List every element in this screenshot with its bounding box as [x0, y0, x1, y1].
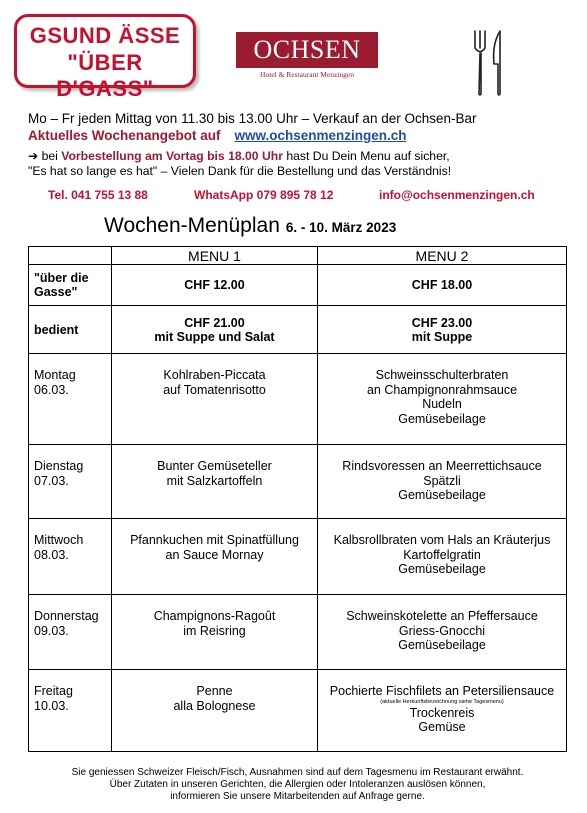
arrow-right-icon: ➔	[28, 149, 42, 163]
whatsapp-number[interactable]: WhatsApp 079 895 78 12	[194, 188, 334, 202]
header-menu-2: MENU 2	[318, 247, 567, 265]
weekly-offer-line	[28, 128, 407, 143]
dish-line: Gemüsebeilage	[398, 488, 486, 502]
day-date: 07.03.	[34, 473, 69, 488]
dish-line: auf Tomatenrisotto	[163, 382, 266, 397]
day-row-friday	[29, 670, 567, 752]
day-date: 08.03.	[34, 547, 69, 562]
dish-line: Pfannkuchen mit Spinatfüllung	[130, 533, 299, 547]
table-header-row	[29, 247, 567, 265]
menu-table	[28, 246, 567, 752]
dish-line: Spätzli	[423, 473, 461, 488]
dish-line: an Champignonrahmsauce	[366, 382, 518, 397]
menu-1-cell	[112, 595, 318, 670]
dish-line: Gemüsebeilage	[398, 411, 486, 426]
dish-line: Champignons-Ragoût	[153, 609, 276, 623]
price-menu-2	[318, 265, 567, 306]
menu-1-cell	[112, 445, 318, 519]
day-row-thursday	[29, 595, 567, 670]
day-date: 06.03.	[34, 382, 69, 397]
price-menu-2	[318, 306, 567, 354]
footer-line: Über Zutaten in unseren Gerichten, die Allergien oder Intoleranzen auslösen können,	[109, 779, 486, 790]
dish-line: Pochierte Fischfilets an Petersiliensauce	[329, 684, 555, 698]
menu-2-cell	[318, 519, 567, 595]
dish-line: Schweinskotelette an Pfeffersauce	[346, 609, 538, 623]
dish-line: Nudeln	[422, 397, 462, 411]
dish-line: im Reisring	[183, 623, 246, 638]
day-row-tuesday	[29, 445, 567, 519]
price-value: CHF 23.00	[411, 315, 473, 330]
fork-knife-icon	[466, 28, 510, 98]
gsund-aesse-badge	[14, 14, 196, 101]
menu-2-cell	[318, 354, 567, 445]
price-value: CHF 21.00	[184, 315, 245, 330]
price-menu-1	[112, 265, 318, 306]
dish-line: Kartoffelgratin	[403, 547, 481, 562]
dish-line: Gemüsebeilage	[398, 638, 486, 652]
dish-line: Gemüsebeilage	[398, 562, 486, 576]
day-name: Montag	[34, 368, 76, 382]
menu-1-cell	[112, 519, 318, 595]
dish-line: Penne	[196, 684, 233, 698]
menu-2-cell	[318, 670, 567, 752]
dish-line: Schweinsschulterbraten	[375, 368, 509, 382]
dish-line: mit Salzkartoffeln	[166, 473, 263, 488]
day-cell	[29, 670, 112, 752]
email-link[interactable]: info@ochsenmenzingen.ch	[379, 188, 535, 202]
badge-line-1: GSUND ÄSSE	[29, 23, 181, 48]
day-cell	[29, 445, 112, 519]
price-row-served	[29, 306, 567, 354]
footer-line: Sie geniessen Schweizer Fleisch/Fisch, Ausnahmen sind auf dem Tagesmenu im Restaurant erwähnt.	[71, 767, 524, 778]
day-name: Dienstag	[34, 459, 84, 473]
day-cell	[29, 595, 112, 670]
footer-line: informieren Sie unsere Mitarbeitenden auf Anfrage gerne.	[170, 791, 425, 802]
ochsen-logo	[236, 32, 378, 80]
day-name: Mittwoch	[34, 533, 84, 547]
day-name: Donnerstag	[34, 609, 99, 623]
price-label: bedient	[29, 306, 112, 354]
page-title	[104, 214, 396, 238]
price-value: CHF 18.00	[411, 278, 473, 292]
preorder-line	[28, 149, 450, 163]
logo-name: OCHSEN	[236, 32, 378, 68]
footer-notes	[28, 767, 567, 803]
day-row-monday	[29, 354, 567, 445]
menu-2-cell	[318, 445, 567, 519]
dish-line: Griess-Gnocchi	[398, 623, 486, 638]
dish-line: Trockenreis	[409, 705, 475, 720]
price-label: "über die Gasse"	[29, 265, 112, 306]
logo-subtitle: Hotel & Restaurant Menzingen	[260, 70, 354, 79]
preorder-deadline: Vorbestellung am Vortag bis 18.00 Uhr	[61, 149, 283, 163]
header-empty	[29, 247, 112, 265]
price-row-takeaway	[29, 265, 567, 306]
badge-line-2: "ÜBER D'GASS"	[56, 50, 154, 101]
price-value: CHF 12.00	[184, 278, 245, 292]
opening-hours: Mo – Fr jeden Mittag von 11.30 bis 13.00 Uhr – Verkauf an der Ochsen-Bar	[28, 111, 477, 126]
menu-2-cell	[318, 595, 567, 670]
dish-line: Kohlraben-Piccata	[163, 368, 266, 382]
day-cell	[29, 519, 112, 595]
title-dates: 6. - 10. März 2023	[285, 220, 397, 235]
day-date: 09.03.	[34, 623, 69, 638]
day-cell	[29, 354, 112, 445]
header-menu-1: MENU 1	[112, 247, 318, 265]
price-menu-1	[112, 306, 318, 354]
day-date: 10.03.	[34, 698, 69, 713]
phone-number[interactable]: Tel. 041 755 13 88	[48, 188, 148, 202]
price-extra: mit Suppe und Salat	[154, 329, 275, 344]
weekly-offer-text: Aktuelles Wochenangebot auf	[28, 128, 221, 143]
dish-line: an Sauce Mornay	[165, 547, 264, 562]
menu-1-cell	[112, 670, 318, 752]
day-row-wednesday	[29, 519, 567, 595]
dish-line: Gemüse	[418, 720, 466, 734]
dish-line: Kalbsrollbraten vom Hals an Kräuterjus	[333, 533, 551, 547]
dish-line: alla Bolognese	[173, 698, 256, 713]
website-link[interactable]: www.ochsenmenzingen.ch	[234, 128, 407, 143]
thanks-line: "Es hat so lange es hat" – Vielen Dank für die Bestellung und das Verständnis!	[28, 164, 452, 178]
day-name: Freitag	[34, 684, 73, 698]
price-extra: mit Suppe	[411, 329, 473, 344]
menu-1-cell	[112, 354, 318, 445]
dish-line: Bunter Gemüseteller	[157, 459, 272, 473]
dish-line: Rindsvoressen an Meerrettichsauce	[342, 459, 542, 473]
title-text: Wochen-Menüplan	[104, 214, 280, 237]
origin-note: (aktuelle Herkunftsbezeichnung siehe Tagesmenu)	[380, 698, 504, 705]
preorder-suffix: hast Du Dein Menu auf sicher,	[282, 149, 450, 163]
preorder-prefix: bei	[41, 149, 62, 163]
